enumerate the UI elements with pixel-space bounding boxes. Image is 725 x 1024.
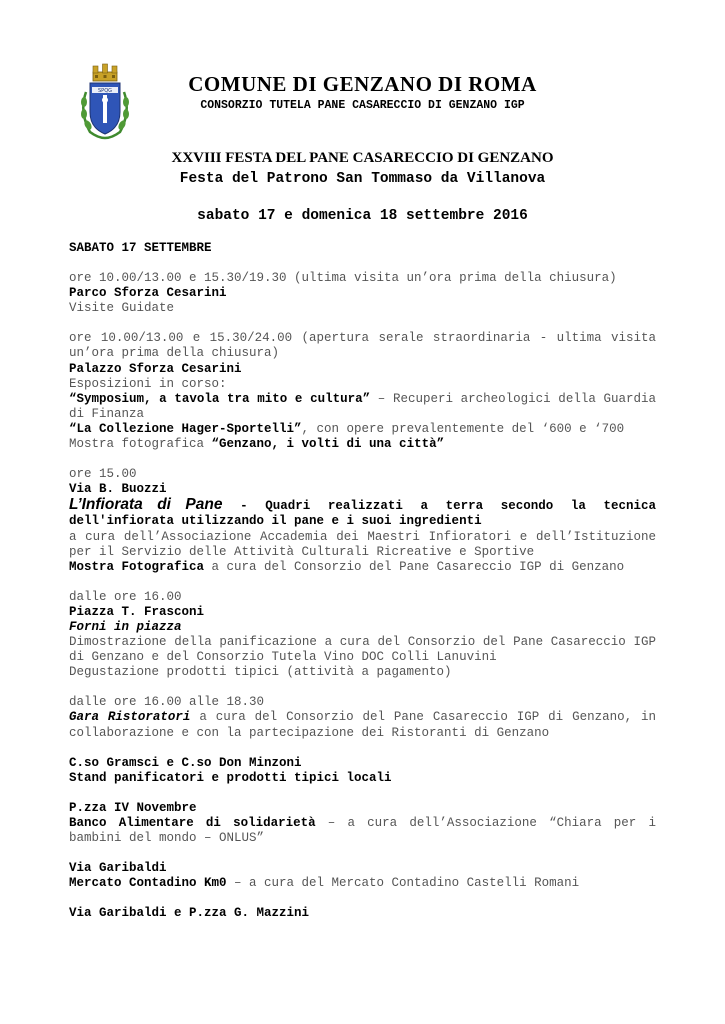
event-5-title: Gara Ristoratori <box>69 710 191 725</box>
event-dates: sabato 17 e domenica 18 settembre 2016 <box>197 208 528 224</box>
day-heading: SABATO 17 SETTEMBRE <box>69 241 212 255</box>
event-4-place: Piazza T. Frasconi <box>69 604 205 619</box>
event-3-mostra <box>69 560 656 575</box>
event-3-mostra-desc: a cura del Consorzio del Pane Casareccio IGP di Genzano <box>204 559 625 574</box>
event-4-desc: Dimostrazione della panificazione a cura del Consorzio del Pane Casareccio IGP di Genzano e del Consorzio Tutela Vino DOC Colli Lanuvini <box>69 635 656 665</box>
event-2-time: ore 10.00/13.00 e 15.30/24.00 (apertura serale straordinaria - ultima visita un’ora prima della chiusura) <box>69 331 656 361</box>
event-3-mostra-title: Mostra Fotografica <box>69 559 205 574</box>
municipality-title: COMUNE DI GENZANO DI ROMA <box>188 72 537 96</box>
event-6-place: C.so Gramsci e C.so Don Minzoni <box>69 755 302 770</box>
crest-monogram: SPQG <box>98 88 112 94</box>
event-3-title-rest: - Quadri realizzati a terra secondo la tecnica dell'infiorata utilizzando il pane e i suoi ingredienti <box>69 499 656 529</box>
event-8-line <box>69 876 656 891</box>
event-6-desc: Stand panificatori e prodotti tipici locali <box>69 770 392 785</box>
event-subtitle: Festa del Patrono San Tommaso da Villanova <box>179 171 546 187</box>
event-1-place: Parco Sforza Cesarini <box>69 286 227 301</box>
event-4-desc-2: Degustazione prodotti tipici (attività a pagamento) <box>69 665 452 680</box>
event-8-desc: – a cura del Mercato Contadino Castelli Romani <box>226 876 580 891</box>
exhibit-3-title: “Genzano, i volti di una città” <box>211 437 445 452</box>
program-body <box>69 241 656 921</box>
event-title: XXVIII FESTA DEL PANE CASARECCIO DI GENZANO <box>171 150 554 166</box>
event-8-title: Mercato Contadino Km0 <box>69 876 227 891</box>
event-7-place: P.zza IV Novembre <box>69 800 197 815</box>
municipal-crest-logo <box>76 62 134 142</box>
consortium-subtitle: CONSORZIO TUTELA PANE CASARECCIO DI GENZANO IGP <box>200 99 525 112</box>
event-7-title: Banco Alimentare di solidarietà <box>69 815 316 830</box>
exhibit-1-title: “Symposium, a tavola tra mito e cultura” <box>69 391 371 406</box>
event-3-time: ore 15.00 <box>69 467 137 482</box>
event-3-place: Via B. Buozzi <box>69 482 167 497</box>
event-2-place: Palazzo Sforza Cesarini <box>69 361 242 376</box>
event-2-intro: Esposizioni in corso: <box>69 376 227 391</box>
event-3-title: L’Infiorata di Pane <box>69 496 223 514</box>
event-3-title-line <box>69 497 656 529</box>
exhibit-1-desc: – Recuperi archeologici della Guardia di Finanza <box>69 391 656 421</box>
event-1-desc: Visite Guidate <box>69 301 175 316</box>
event-7-desc: – a cura dell’Associazione “Chiara per i bambini del mondo – ONLUS” <box>69 815 656 845</box>
event-2-exhibit-1 <box>69 392 656 422</box>
exhibit-2-desc: , con opere prevalentemente del ‘600 e ‘700 <box>301 421 625 436</box>
event-9-place: Via Garibaldi e P.zza G. Mazzini <box>69 906 310 921</box>
event-2-exhibit-2 <box>69 422 656 437</box>
event-5-line <box>69 710 656 740</box>
event-5-time: dalle ore 16.00 alle 18.30 <box>69 695 265 710</box>
event-1-time: ore 10.00/13.00 e 15.30/19.30 (ultima visita un’ora prima della chiusura) <box>69 271 617 286</box>
event-7-line <box>69 816 656 846</box>
event-4-time: dalle ore 16.00 <box>69 589 182 604</box>
exhibit-2-title: “La Collezione Hager-Sportelli” <box>69 421 302 436</box>
event-5-desc: a cura del Consorzio del Pane Casareccio IGP di Genzano, in collaborazione e con la partecipazione dei Ristoranti di Genzano <box>69 710 656 740</box>
event-4-title: Forni in piazza <box>69 619 182 634</box>
event-3-desc: a cura dell’Associazione Accademia dei Maestri Infioratori e dell’Istituzione per il Servizio delle Attività Culturali Ricreative e Sportive <box>69 529 656 559</box>
event-8-place: Via Garibaldi <box>69 861 167 876</box>
event-2-exhibit-3 <box>69 437 656 452</box>
exhibit-3-prefix: Mostra fotografica <box>69 437 212 452</box>
